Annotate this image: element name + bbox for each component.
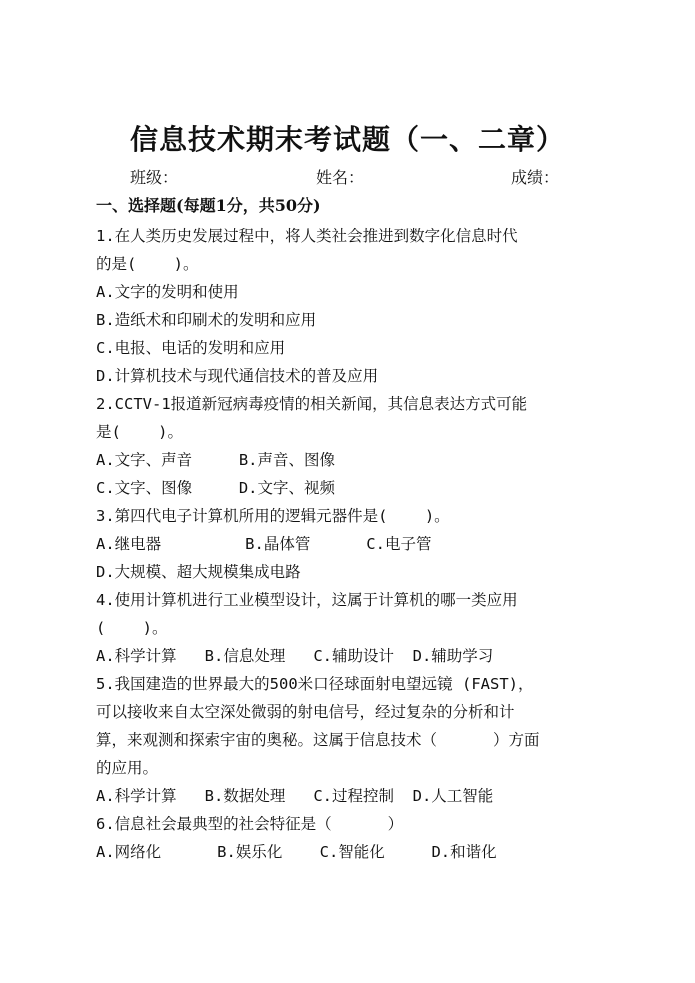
question-option-line: D.计算机技术与现代通信技术的普及应用 [96, 367, 379, 385]
question-option-line: D.大规模、超大规模集成电路 [96, 563, 301, 581]
student-info-row [0, 166, 695, 190]
class-label: 班级： [130, 168, 179, 187]
question-line: ( )。 [96, 619, 168, 637]
question-option-line: C.电报、电话的发明和应用 [96, 339, 286, 357]
question-option-line: A.文字、声音 B.声音、图像 [96, 451, 335, 469]
question-option-line: A.文字的发明和使用 [96, 283, 239, 301]
question-option-line: A.科学计算 B.信息处理 C.辅助设计 D.辅助学习 [96, 647, 494, 665]
section-heading-multiple-choice: 一、选择题(每题1分，共50分) [96, 196, 321, 215]
question-option-line: A.科学计算 B.数据处理 C.过程控制 D.人工智能 [96, 787, 494, 805]
question-line: 是( )。 [96, 423, 183, 441]
question-line: 3.第四代电子计算机所用的逻辑元器件是( )。 [96, 507, 450, 525]
score-label: 成绩： [511, 168, 560, 187]
question-line: 算，来观测和探索宇宙的奥秘。这属于信息技术（ ）方面 [96, 731, 540, 749]
question-line: 4.使用计算机进行工业模型设计，这属于计算机的哪一类应用 [96, 591, 518, 609]
question-option-line: C.文字、图像 D.文字、视频 [96, 479, 335, 497]
question-line: 6.信息社会最典型的社会特征是（ ） [96, 815, 404, 833]
question-line: 1.在人类历史发展过程中，将人类社会推进到数字化信息时代 [96, 227, 518, 245]
question-line: 的是( )。 [96, 255, 199, 273]
question-line: 5.我国建造的世界最大的500米口径球面射电望远镜 (FAST)， [96, 675, 534, 693]
question-list [96, 222, 616, 866]
page-title: 信息技术期末考试题（一、二章） [129, 123, 565, 156]
question-line: 的应用。 [96, 759, 159, 777]
question-line: 2.CCTV-1报道新冠病毒疫情的相关新闻，其信息表达方式可能 [96, 395, 528, 413]
question-option-line: A.网络化 B.娱乐化 C.智能化 D.和谐化 [96, 843, 497, 861]
question-option-line: A.继电器 B.晶体管 C.电子管 [96, 535, 432, 553]
name-label: 姓名： [316, 168, 365, 187]
question-option-line: B.造纸术和印刷术的发明和应用 [96, 311, 317, 329]
question-line: 可以接收来自太空深处微弱的射电信号，经过复杂的分析和计 [96, 703, 515, 721]
